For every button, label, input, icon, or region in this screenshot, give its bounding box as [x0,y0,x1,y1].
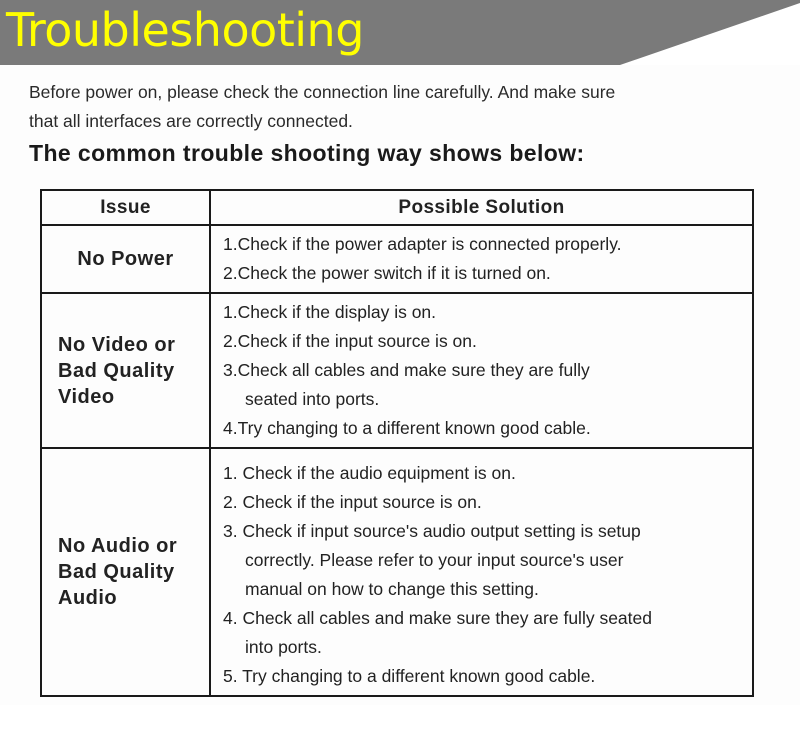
solution-line: correctly. Please refer to your input source's user [245,550,624,570]
solution-cell [210,293,753,448]
issue-cell [41,448,210,696]
header-banner [0,0,800,65]
page-title: Troubleshooting [6,3,364,57]
solution-line: manual on how to change this setting. [245,579,539,599]
table-row [41,293,753,448]
solution-line: 3.Check all cables and make sure they are fully [223,360,590,380]
issue-label: No Audio or [58,535,178,557]
section-subheading: The common trouble shooting way shows below: [29,140,585,166]
solution-line: 2.Check if the input source is on. [223,331,477,351]
column-header-issue: Issue [41,190,210,225]
column-header-solution: Possible Solution [210,190,753,225]
solution-line: 1.Check if the display is on. [223,302,437,322]
solution-cell [210,448,753,696]
issue-label: Bad Quality [58,359,175,382]
solution-line: 5. Try changing to a different known good cable. [223,666,596,686]
solution-line: into ports. [245,637,322,657]
intro-line: Before power on, please check the connection line carefully. And make sure [29,82,616,102]
issue-label: Video [58,385,115,408]
intro-paragraph [29,78,769,136]
solution-line: 2.Check the power switch if it is turned on. [223,263,551,283]
solution-line: 4. Check all cables and make sure they are fully seated [223,608,652,628]
solution-line: seated into ports. [245,389,380,409]
table-row [41,225,753,293]
issue-cell [41,225,210,293]
troubleshooting-table [40,189,754,697]
issue-label: Bad Quality [58,561,175,583]
table-header-row [41,190,753,225]
solution-line: 4.Try changing to a different known good cable. [223,418,591,438]
intro-line: that all interfaces are correctly connected. [29,111,353,131]
solution-cell [210,225,753,293]
table-row [41,448,753,696]
solution-line: 2. Check if the input source is on. [223,492,482,512]
bottom-strip [0,705,800,733]
issue-label: No Video or [58,333,176,356]
solution-line: 1.Check if the power adapter is connected properly. [223,234,622,254]
issue-label: No Power [77,248,174,270]
issue-cell [41,293,210,448]
solution-line: 3. Check if input source's audio output setting is setup [223,521,641,541]
issue-label: Audio [58,587,118,609]
solution-line: 1. Check if the audio equipment is on. [223,463,516,483]
